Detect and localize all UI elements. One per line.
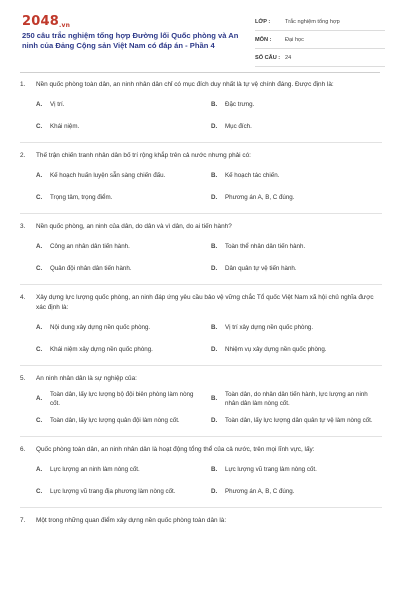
question-text: Quốc phòng toàn dân, an ninh nhân dân là hoạt động tổng thể của cả nước, trên mọi lĩnh vực, lấy: [36,446,315,453]
meta-value: Đại học [285,36,304,43]
document-title: 250 câu trắc nghiệm tổng hợp Đường lối Quốc phòng và An ninh của Đảng Cộng sản Việt Nam có đáp án - Phần 4 [22,31,239,50]
answer-option[interactable] [211,187,386,209]
answer-option[interactable] [211,388,386,410]
option-letter: D. [211,123,218,131]
option-letter: A. [36,172,43,180]
option-letter: B. [211,466,218,474]
meta-key: LỚP : [255,18,271,25]
option-letter: D. [211,265,218,273]
question-item [20,143,382,214]
answer-options [36,317,382,361]
option-text: Toàn dân, do nhân dân tiến hành, lực lượng an ninh nhân dân làm nòng cốt. [225,390,368,407]
option-text: Quân đội nhân dân tiến hành. [50,265,132,273]
answer-option[interactable] [211,258,386,280]
option-letter: B. [211,172,218,180]
option-text: Vị trí. [50,101,65,109]
answer-option[interactable] [36,94,211,116]
option-letter: C. [36,417,43,425]
option-text: Đặc trưng. [225,101,255,109]
meta-row-subject [255,31,385,49]
answer-options [36,94,382,138]
answer-option[interactable] [36,459,211,481]
answer-option[interactable] [211,94,386,116]
option-text: Công an nhân dân tiến hành. [50,243,130,251]
question-text: Một trong những quan điểm xây dựng nền quốc phòng toàn dân là: [36,517,227,524]
meta-value: Trắc nghiệm tổng hợp [285,18,340,25]
option-letter: C. [36,346,43,354]
answer-option[interactable] [211,459,386,481]
question-number: 1. [20,81,26,88]
answer-options [36,165,382,209]
answer-option[interactable] [211,410,386,432]
option-letter: B. [211,324,218,332]
question-item [20,437,382,508]
option-text: Phương án A, B, C đúng. [225,194,295,202]
meta-row-count [255,49,385,67]
question-item [20,366,382,437]
answer-option[interactable] [211,339,386,361]
site-logo[interactable] [22,14,70,29]
question-number: 3. [20,223,26,230]
meta-value: 24 [285,54,292,61]
option-text: Toàn dân, lấy lực lượng dân quân tự vệ làm nòng cốt. [225,417,373,425]
option-letter: A. [36,466,43,474]
question-text-row [20,222,382,232]
option-text: Lực lượng an ninh làm nòng cốt. [50,466,140,474]
question-text-row [20,80,382,90]
answer-option[interactable] [211,236,386,258]
option-text: Lực lượng vũ trang địa phương làm nòng cốt. [50,488,176,496]
page-header [0,0,400,72]
option-text: Kế hoạch huấn luyện sẵn sàng chiến đấu. [50,172,166,180]
meta-key: MÔN : [255,36,272,43]
option-text: Nội dung xây dựng nền quốc phòng. [50,324,151,332]
option-letter: A. [36,324,43,332]
option-letter: A. [36,101,43,109]
question-number: 4. [20,294,26,301]
option-letter: C. [36,488,43,496]
option-letter: B. [211,101,218,109]
meta-row-class [255,13,385,31]
logo-domain: .vn [58,22,71,29]
question-item [20,508,382,530]
question-list [20,72,382,530]
question-text-row [20,293,382,313]
option-text: Toàn thể nhân dân tiến hành. [225,243,306,251]
option-letter: C. [36,265,43,273]
question-item [20,72,382,143]
question-text: Nền quốc phòng toàn dân, an ninh nhân dân chỉ có mục đích duy nhất là tự vệ chính đáng. Được định là: [36,81,334,88]
question-number: 7. [20,517,26,524]
question-number: 6. [20,446,26,453]
answer-option[interactable] [211,317,386,339]
answer-option[interactable] [36,388,211,410]
option-letter: D. [211,346,218,354]
answer-option[interactable] [36,339,211,361]
option-text: Toàn dân, lấy lực lượng quân đội làm nòng cốt. [50,417,180,425]
answer-option[interactable] [36,236,211,258]
meta-key: SỐ CÂU : [255,54,281,61]
question-text-row [20,374,382,384]
answer-option[interactable] [36,258,211,280]
question-number: 5. [20,375,26,382]
option-letter: D. [211,194,218,202]
logo-main: 2048 [22,14,59,29]
option-text: Trọng tâm, trọng điểm. [50,194,113,202]
option-text: Mục đích. [225,123,252,131]
option-text: Khái niệm. [50,123,80,131]
option-text: Vị trí xây dựng nền quốc phòng. [225,324,314,332]
option-text: Kế hoạch tác chiến. [225,172,280,180]
answer-option[interactable] [211,165,386,187]
option-text: Toàn dân, lấy lực lượng bộ đội biên phòng làm nòng cốt. [50,390,194,407]
question-text-row [20,151,382,161]
question-item [20,214,382,285]
question-number: 2. [20,152,26,159]
answer-option[interactable] [36,165,211,187]
option-letter: B. [211,243,218,251]
option-letter: C. [36,123,43,131]
question-text: Thế trận chiến tranh nhân dân bố trí rộng khắp trên cả nước nhưng phải có: [36,152,251,159]
option-letter: D. [211,417,218,425]
question-text: An ninh nhân dân là sự nghiệp của: [36,375,137,382]
option-text: Phương án A, B, C đúng. [225,488,295,496]
answer-option[interactable] [211,481,386,503]
question-text: Nền quốc phòng, an ninh của dân, do dân và vì dân, do ai tiến hành? [36,223,232,230]
answer-options [36,459,382,503]
option-letter: C. [36,194,43,202]
answer-option[interactable] [211,116,386,138]
answer-option[interactable] [36,410,211,432]
option-letter: A. [36,243,43,251]
answer-option[interactable] [36,187,211,209]
meta-table [255,13,385,67]
option-text: Khái niệm xây dựng nền quốc phòng. [50,346,153,354]
option-text: Dân quân tự vệ tiến hành. [225,265,297,273]
answer-options [36,236,382,280]
answer-option[interactable] [36,481,211,503]
option-letter: A. [36,395,43,403]
question-text-row [20,516,382,526]
option-letter: D. [211,488,218,496]
option-letter: B. [211,395,218,403]
question-text-row [20,445,382,455]
option-text: Nhiệm vụ xây dựng nền quốc phòng. [225,346,327,354]
question-text: Xây dựng lực lượng quốc phòng, an ninh đáp ứng yêu cầu bảo vệ vững chắc Tổ quốc Việt Nam xã hội chủ nghĩa được xác định là: [36,294,374,311]
option-text: Lực lượng vũ trang làm nòng cốt. [225,466,317,474]
answer-option[interactable] [36,116,211,138]
answer-options [36,388,382,432]
answer-option[interactable] [36,317,211,339]
question-item [20,285,382,366]
